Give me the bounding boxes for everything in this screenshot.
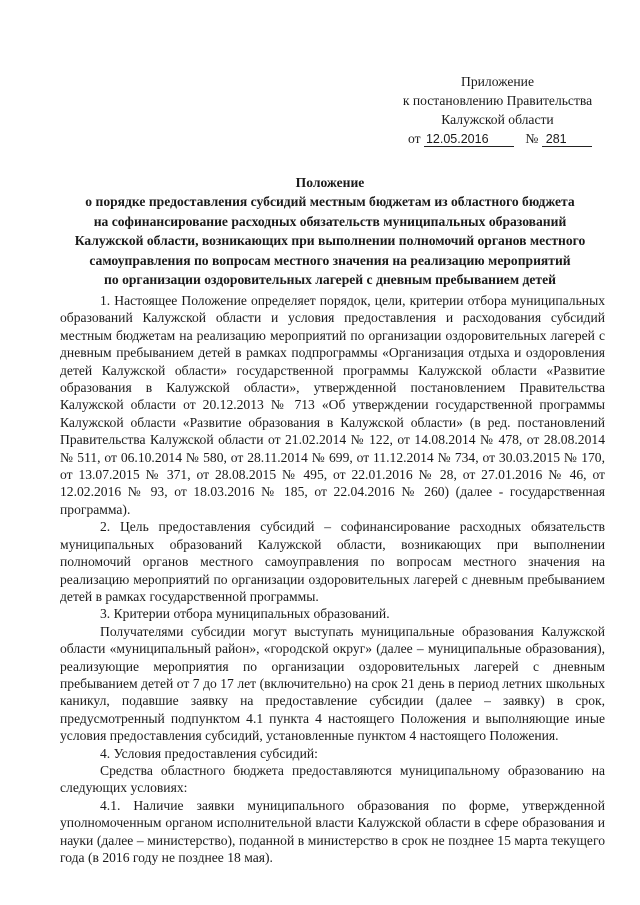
paragraph-funds: Средства областного бюджета предоставляются муниципальному образованию на следующих условиях:	[60, 762, 605, 796]
appendix-header	[390, 72, 605, 148]
paragraph-recipients: Получателями субсидии могут выступать муниципальные образования Калужской области «муниципальный район», «городской округ» (далее – муниципальные образования), реализующие мероприятия по организации оздоровительных лагерей с дневным пребыванием детей от 7 до 17 лет (включительно) на срок 21 день в период летних школьных каникул, подавшие заявку на предоставление субсидии (далее – заявку) в срок, предусмотренный подпунктом 4.1 пункта 4 настоящего Положения и выполняющие иные условия предоставления субсидий, установленные пунктом 4 настоящего Положения.	[60, 623, 605, 744]
title-line: о порядке предоставления субсидий местным бюджетам из областного бюджета	[85, 194, 575, 210]
number-label: №	[525, 131, 539, 146]
resolution-date: 12.05.2016	[424, 132, 514, 147]
title-line: на софинансирование расходных обязательств муниципальных образований	[93, 213, 567, 229]
appendix-date-number	[390, 129, 605, 148]
paragraph-2: 2. Цель предоставления субсидий – софинансирование расходных обязательств муниципальных образований Калужской области, возникающих при выполнении полномочий органов местного самоуправления по вопросам местного значения на реализацию мероприятий по организации оздоровительных лагерей с дневным пребыванием детей в рамках государственной программы.	[60, 519, 605, 604]
paragraph-3: 3. Критерии отбора муниципальных образований.	[100, 606, 390, 622]
appendix-label: Приложение	[461, 74, 534, 89]
paragraph-4-1: 4.1. Наличие заявки муниципального образования по форме, утвержденной уполномоченным органом исполнительной власти Калужской области в сфере образования и науки (далее – министерство), поданной в министерство в срок не позднее 15 марта текущего года (в 2016 году не позднее 18 мая).	[60, 797, 605, 865]
document-title	[60, 173, 600, 289]
title-line: Калужской области, возникающих при выполнении полномочий органов местного	[74, 233, 586, 249]
paragraph-1: 1. Настоящее Положение определяет порядок, цели, критерии отбора муниципальных образований Калужской области и условия предоставления и расходования субсидий местным бюджетам на реализацию мероприятий по организации оздоровительных лагерей с дневным пребыванием детей в рамках подпрограммы «Организация отдыха и оздоровления детей Калужской области» государственной программы Калужской области «Развитие образования в Калужской области», утвержденной постановлением Правительства Калужской области от 20.12.2013 № 713 «Об утверждении государственной программы Калужской области «Развитие образования в Калужской области» (в ред. постановлений Правительства Калужской области от 21.02.2014 № 122, от 14.08.2014 № 478, от 28.08.2014 № 511, от 06.10.2014 № 580, от 28.11.2014 № 699, от 11.12.2014 № 734, от 30.03.2015 № 170, от 13.07.2015 № 371, от 28.08.2015 № 495, от 22.01.2016 № 28, от 27.01.2016 № 46, от 12.02.2016 № 93, от 18.03.2016 № 185, от 22.04.2016 № 260) (далее - государственная программа).	[60, 293, 605, 517]
title-line: самоуправления по вопросам местного значения на реализацию мероприятий	[89, 252, 571, 268]
appendix-region: Калужской области	[441, 112, 554, 127]
paragraph-4: 4. Условия предоставления субсидий:	[100, 745, 318, 761]
from-label: от	[408, 131, 421, 146]
document-body	[60, 292, 605, 866]
appendix-resolution: к постановлению Правительства	[402, 93, 593, 108]
title-line: по организации оздоровительных лагерей с дневным пребыванием детей	[104, 272, 556, 288]
resolution-number: 281	[542, 132, 592, 147]
title-heading: Положение	[295, 175, 365, 190]
